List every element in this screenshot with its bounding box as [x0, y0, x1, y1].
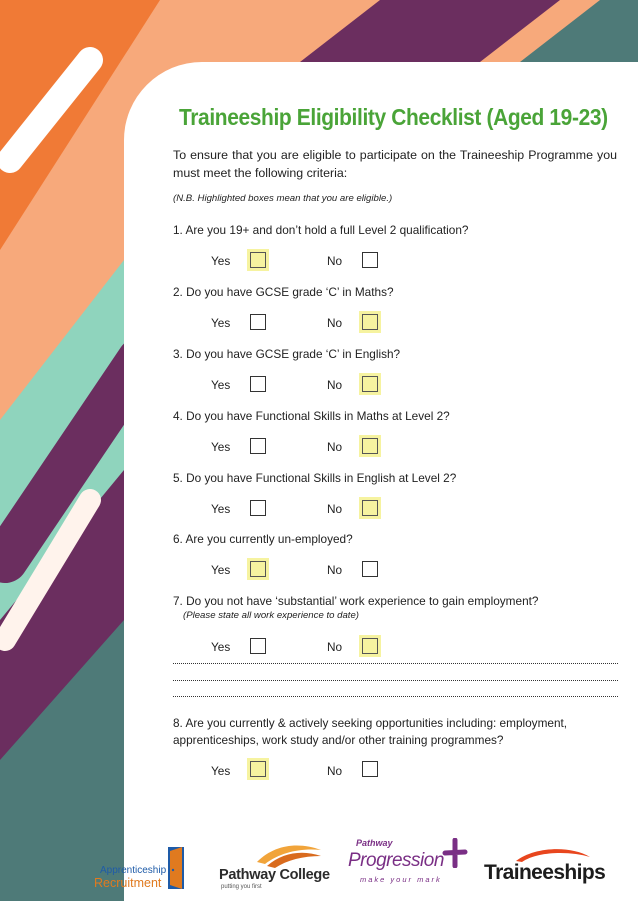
q5-yes-label: Yes: [211, 502, 231, 516]
plus-icon: [442, 838, 468, 868]
q8-no-checkbox[interactable]: [362, 761, 378, 777]
highlight-note: (N.B. Highlighted boxes mean that you are eligible.): [173, 193, 393, 204]
q1-no-checkbox[interactable]: [362, 252, 378, 268]
traineeships-text: Traineeships: [484, 861, 606, 884]
q5-no-checkbox[interactable]: [362, 500, 378, 516]
q4-yes-checkbox[interactable]: [250, 438, 266, 454]
apprenticeship-recruitment-logo: [94, 845, 194, 893]
q2-yes-checkbox[interactable]: [250, 314, 266, 330]
q3-yes-label: Yes: [211, 378, 231, 392]
question-4: 4. Do you have Functional Skills in Maths at Level 2?: [173, 409, 450, 423]
question-3: 3. Do you have GCSE grade ‘C’ in English?: [173, 347, 401, 361]
q7-yes-label: Yes: [211, 640, 231, 654]
work-experience-line-2[interactable]: [173, 680, 618, 681]
pathway-tagline: putting you first: [221, 884, 262, 890]
swoosh-icon: [255, 840, 323, 868]
pathway-progression-logo: [346, 836, 472, 892]
question-1: 1. Are you 19+ and don’t hold a full Level 2 qualification?: [173, 223, 469, 237]
q4-yes-label: Yes: [211, 440, 231, 454]
q4-no-label: No: [327, 440, 343, 454]
q7-no-checkbox[interactable]: [362, 638, 378, 654]
q8-yes-label: Yes: [211, 764, 231, 778]
question-2: 2. Do you have GCSE grade ‘C’ in Maths?: [173, 285, 394, 299]
q8-yes-checkbox[interactable]: [250, 761, 266, 777]
question-8: 8. Are you currently & actively seeking opportunities including: employment, apprenticeships, work study and/or other training programmes?: [173, 716, 568, 747]
q1-yes-label: Yes: [211, 254, 231, 268]
q4-no-checkbox[interactable]: [362, 438, 378, 454]
q1-no-label: No: [327, 254, 343, 268]
question-7: 7. Do you not have ‘substantial’ work experience to gain employment?: [173, 594, 539, 608]
q3-no-label: No: [327, 378, 343, 392]
question-5: 5. Do you have Functional Skills in English at Level 2?: [173, 471, 457, 485]
pathway-college-text: Pathway College: [219, 867, 330, 883]
q7-yes-checkbox[interactable]: [250, 638, 266, 654]
q2-no-checkbox[interactable]: [362, 314, 378, 330]
apprenticeship-text: Apprenticeship: [100, 865, 167, 876]
intro-text: To ensure that you are eligible to participate on the Traineeship Programme you must meet the following criteria:: [173, 148, 617, 180]
progression-main-text: Progression: [348, 850, 444, 871]
progression-top-text: Pathway: [356, 838, 393, 848]
work-experience-line-3[interactable]: [173, 696, 618, 697]
q3-no-checkbox[interactable]: [362, 376, 378, 392]
page-title: Traineeship Eligibility Checklist (Aged 19-23): [179, 104, 608, 130]
progression-tagline: make your mark: [360, 875, 442, 884]
q6-no-label: No: [327, 563, 343, 577]
q8-no-label: No: [327, 764, 343, 778]
q7-no-label: No: [327, 640, 343, 654]
q2-no-label: No: [327, 316, 343, 330]
recruitment-text: Recruitment: [94, 876, 162, 890]
q6-yes-checkbox[interactable]: [250, 561, 266, 577]
question-7-subtext: (Please state all work experience to date): [183, 610, 359, 621]
q1-yes-checkbox[interactable]: [250, 252, 266, 268]
traineeships-logo: [484, 845, 614, 891]
pathway-college-logo: [219, 840, 330, 892]
q5-yes-checkbox[interactable]: [250, 500, 266, 516]
q6-yes-label: Yes: [211, 563, 231, 577]
q5-no-label: No: [327, 502, 343, 516]
work-experience-line-1[interactable]: [173, 663, 618, 664]
q2-yes-label: Yes: [211, 316, 231, 330]
door-icon: [166, 845, 188, 891]
q6-no-checkbox[interactable]: [362, 561, 378, 577]
question-6: 6. Are you currently un-employed?: [173, 532, 353, 546]
q3-yes-checkbox[interactable]: [250, 376, 266, 392]
